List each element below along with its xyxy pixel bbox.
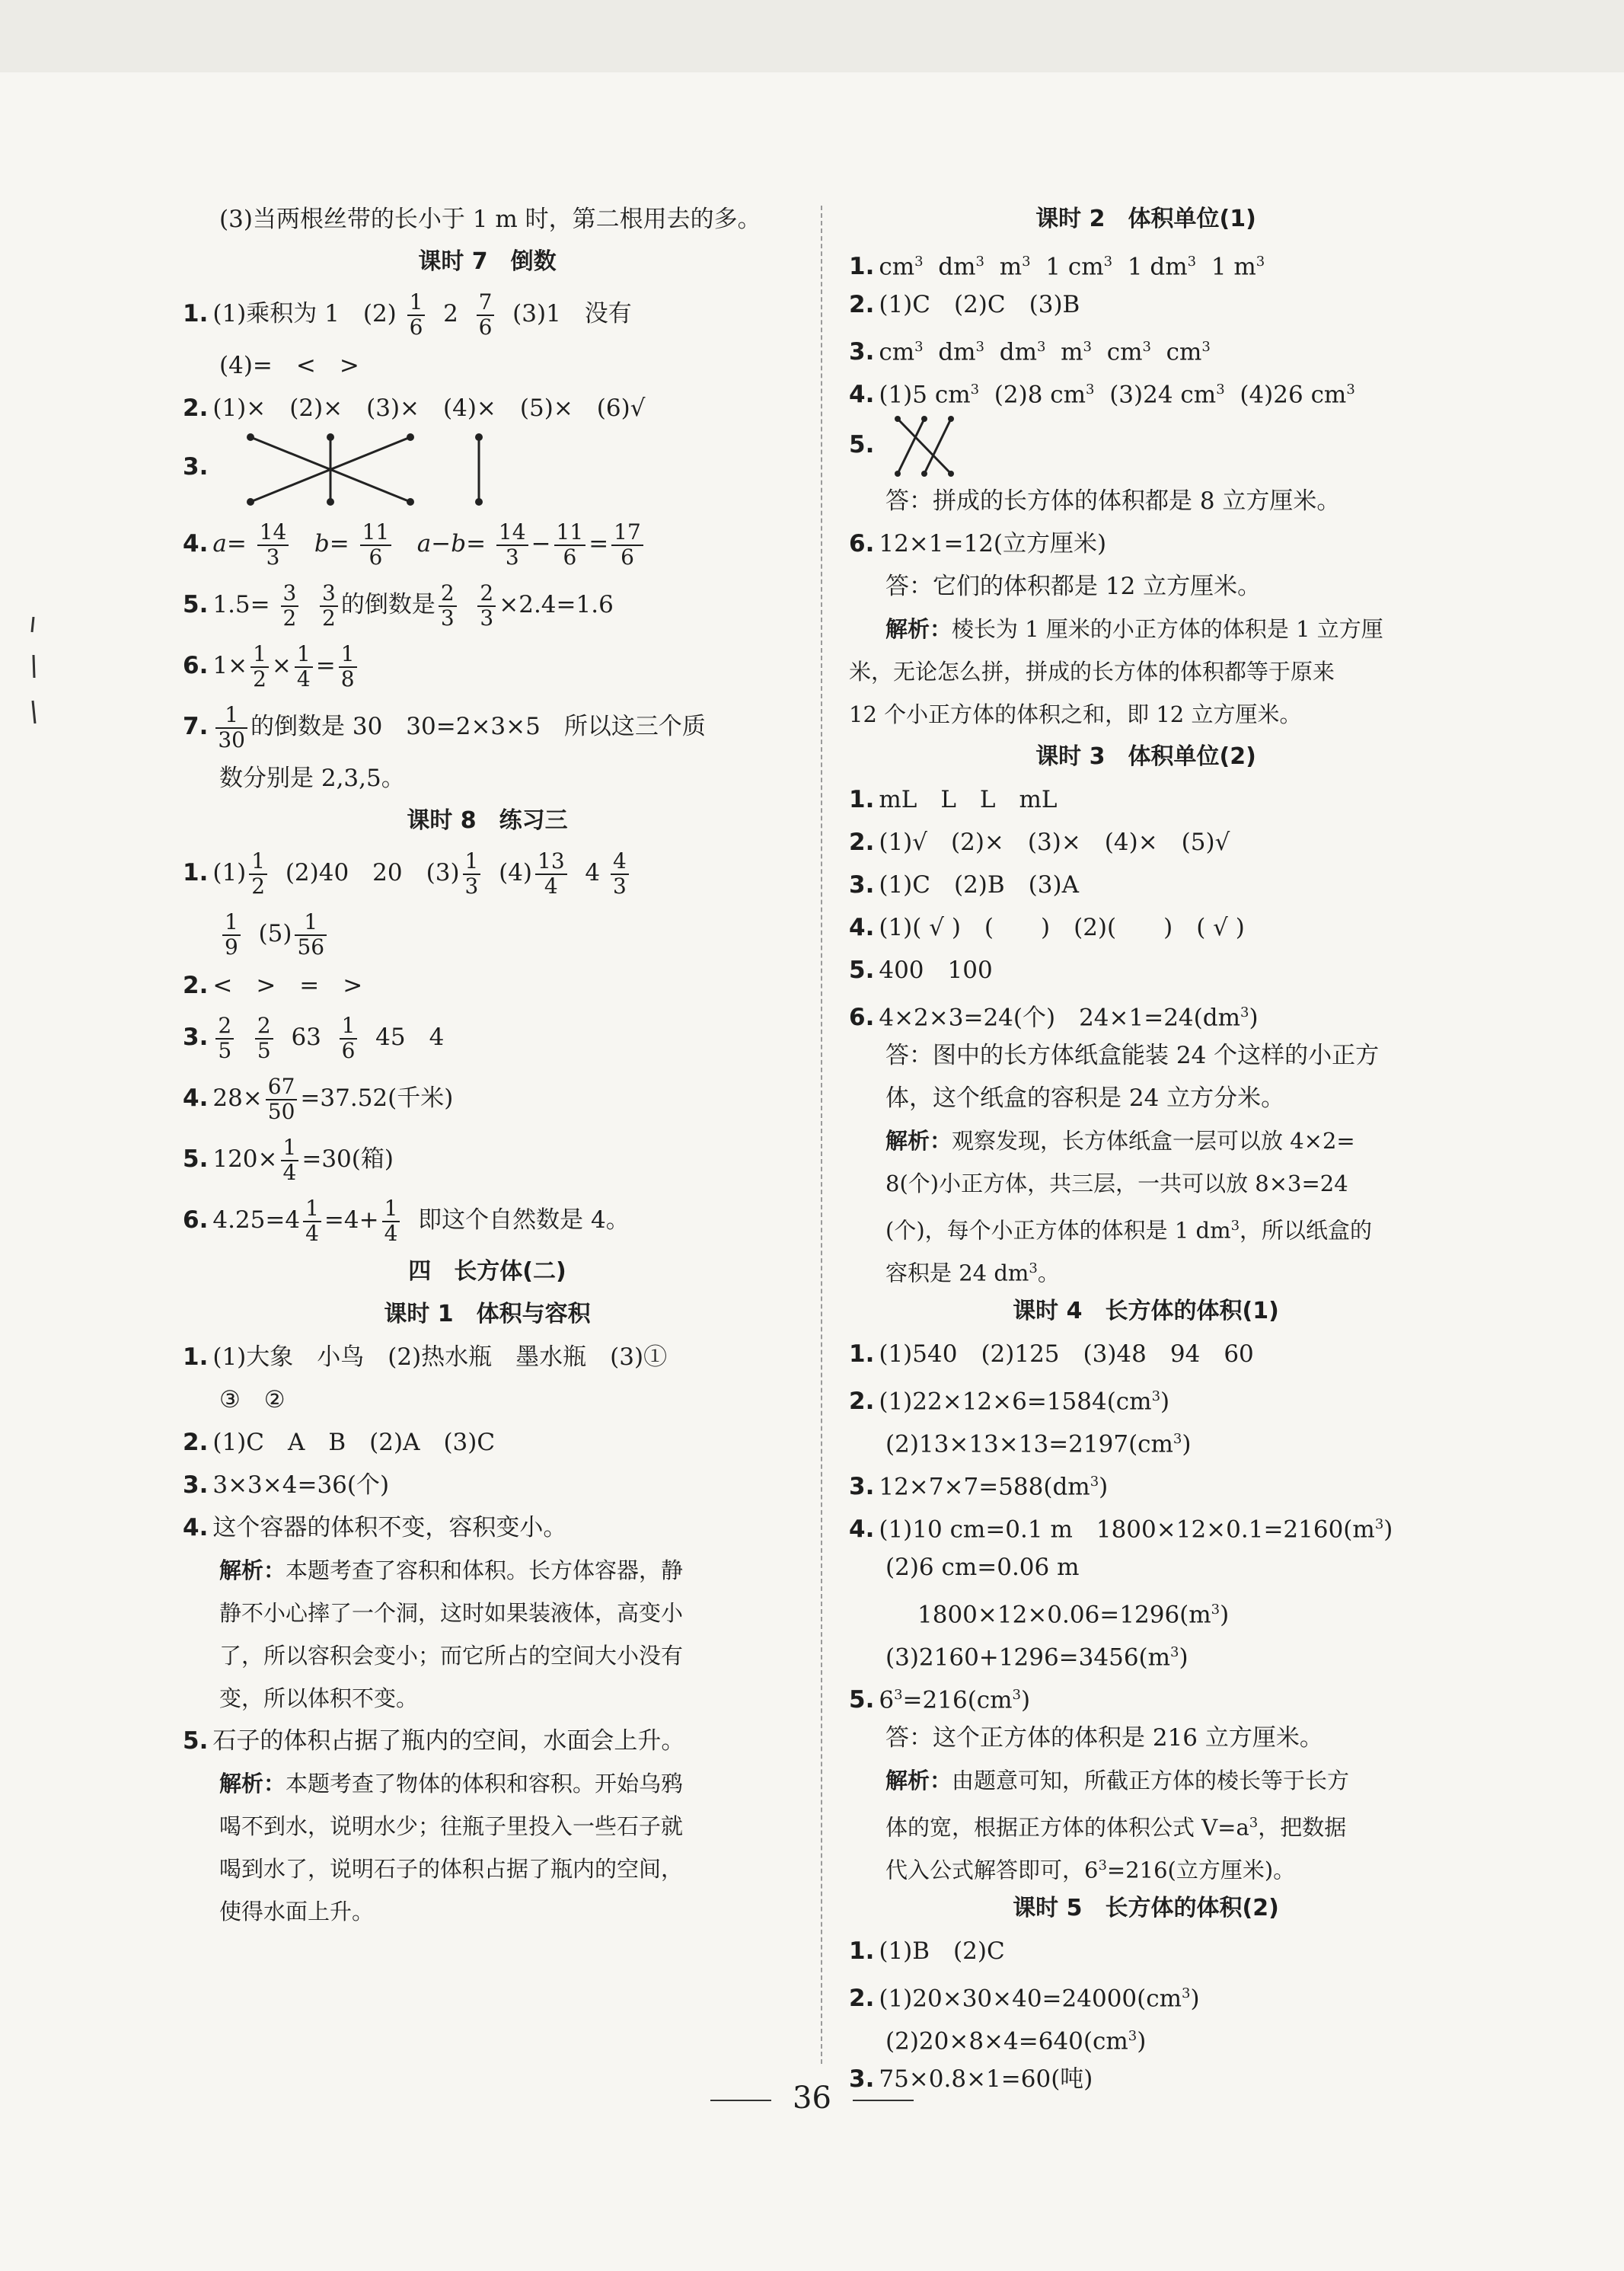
question-number: 5. <box>183 591 209 618</box>
text: 28× <box>212 1084 263 1112</box>
answer-line <box>183 903 792 964</box>
answer-line <box>183 198 792 241</box>
text: < > = > <box>212 972 363 999</box>
question-number: 3. <box>849 1473 875 1501</box>
analysis-line <box>183 1549 792 1592</box>
fraction: $\frac{1}{6}$ <box>340 1014 358 1063</box>
text: 的倒数是 <box>340 591 436 618</box>
text: (1)C (2)C (3)B <box>879 291 1080 318</box>
text: 答：拼成的长方体的体积都是 8 立方厘米。 <box>885 487 1341 515</box>
text: (1)乘积为 1 (2) <box>212 300 397 327</box>
answer-line: 1. $cm^3$ $dm^3$ $m^3$ 1 $cm^3$ 1 $dm^3$ 1 $m^3$ <box>849 253 1265 281</box>
section-heading: 课时 8 练习三 <box>407 807 568 834</box>
answer-line: 4. (1)10 cm=0.1 m $1800\times 12\times 0.1=2160(m^3)$ <box>849 1516 1393 1544</box>
fraction: $\frac{2}{5}$ <box>215 1014 234 1063</box>
text: 静不小心摔了一个洞，这时如果装液体，高变小 <box>219 1600 684 1626</box>
question-number: 3. <box>849 338 875 366</box>
scan-top-margin <box>0 0 1624 72</box>
section-heading: 课时 3 体积单位(2) <box>1035 743 1256 770</box>
fraction: $\frac{1}{2}$ <box>250 643 269 692</box>
text: (2)40 20 (3) <box>285 859 460 886</box>
analysis-line <box>849 1162 1443 1205</box>
analysis-line <box>849 608 1443 650</box>
chapter-heading: 四 长方体(二) <box>408 1258 566 1285</box>
text: 喝到水了，说明石子的体积占据了瓶内的空间， <box>219 1856 684 1882</box>
text: 4.25=4 <box>212 1206 301 1234</box>
answer-line <box>183 696 792 757</box>
text: (3)2160+1296=3456(m <box>885 1643 1171 1672</box>
fraction: $\frac{17}{6}$ <box>611 521 643 570</box>
analysis-line <box>183 1592 792 1634</box>
fraction: $\frac{14}{3}$ <box>496 521 528 570</box>
answer-line <box>183 1336 792 1378</box>
analysis-line: 代入公式解答即可，$6^3=216$(立方厘米)。 <box>885 1857 1296 1883</box>
text: 63 <box>291 1024 321 1051</box>
answer-line <box>183 1068 792 1129</box>
fraction: $\frac{1}{4}$ <box>295 643 313 692</box>
analysis-line <box>183 1677 792 1720</box>
fraction: $\frac{1}{4}$ <box>382 1197 400 1246</box>
analysis-line: (个)，每个小正方体的体积是 1 $dm^3$，所以纸盒的 <box>885 1217 1373 1244</box>
question-number: 4. <box>849 1516 875 1544</box>
fraction: $\frac{2}{3}$ <box>477 582 496 631</box>
analysis-line <box>849 650 1443 693</box>
answer-line <box>183 574 792 635</box>
text: 1800×12×0.06=1296(m <box>917 1601 1211 1629</box>
fraction: $\frac{67}{50}$ <box>266 1075 298 1124</box>
question-number: 4. <box>849 381 875 409</box>
text: 8(个)小正方体，共三层，一共可以放 8×3=24 <box>885 1171 1348 1196</box>
fraction: $\frac{1}{3}$ <box>463 850 481 899</box>
question-number: 1. <box>849 253 875 281</box>
text: 2 <box>443 300 458 327</box>
text: 喝不到水，说明水少；往瓶子里投入一些石子就 <box>219 1813 684 1839</box>
text: (1)× (2)× (3)× (4)× (5)× (6)√ <box>212 394 646 422</box>
text: (1)20×30×40=24000(cm <box>879 1985 1182 2013</box>
text: (个)，每个小正方体的体积是 1 dm <box>885 1217 1231 1244</box>
text: (4)= < > <box>219 352 359 379</box>
answer-line <box>849 1034 1443 1077</box>
answer-line <box>849 906 1443 949</box>
question-number: 6. <box>183 652 209 679</box>
fraction: $\frac{1}{2}$ <box>249 850 267 899</box>
question-number: 1. <box>183 859 209 886</box>
text: (1)√ (2)× (3)× (4)× (5)√ <box>879 829 1230 856</box>
fraction: $\frac{2}{5}$ <box>255 1014 273 1063</box>
question-number: 6. <box>849 1004 875 1032</box>
fraction: $\frac{3}{2}$ <box>281 582 299 631</box>
text: =30(箱) <box>302 1145 394 1173</box>
answer-line <box>183 1378 792 1421</box>
text: 容积是 24 dm <box>885 1260 1029 1286</box>
text: 米，无论怎么拼，拼成的长方体的体积都等于原来 <box>849 659 1335 685</box>
text: 120× <box>212 1145 278 1173</box>
text: 石子的体积占据了瓶内的空间，水面会上升。 <box>212 1727 685 1755</box>
answer-line <box>183 430 792 513</box>
answer-line <box>849 821 1443 864</box>
answer-line: $1800\times 12\times 0.06=1296(m^3)$ <box>917 1601 1230 1629</box>
analysis-label: 解析： <box>219 1771 286 1797</box>
fraction: $\frac{1}{4}$ <box>303 1197 321 1246</box>
text: (1) <box>212 859 247 886</box>
text: 了，所以容积会变小；而它所占的空间大小没有 <box>219 1643 684 1669</box>
text: 本题考查了物体的体积和容积。开始乌鸦 <box>286 1771 684 1797</box>
answer-line: 4. (1)5 $cm^3$ (2)8 $cm^3$ (3)24 $cm^3$ (4)26 $cm^3$ <box>849 381 1355 409</box>
matching-diagram <box>220 430 494 506</box>
answer-line <box>849 1546 1443 1589</box>
text: 答：这个正方体的体积是 216 立方厘米。 <box>885 1724 1323 1752</box>
text: 12×7×7=588(dm <box>879 1473 1090 1501</box>
text: (1)C A B (2)A (3)C <box>212 1429 496 1456</box>
answer-line: 2. $(1)22\times 12\times 6=1584(cm^3)$ <box>849 1388 1170 1416</box>
text: 12 个小正方体的体积之和，即 12 立方厘米。 <box>849 701 1302 727</box>
question-number: 6. <box>183 1206 209 1234</box>
text: 代入公式解答即可，6 <box>885 1857 1099 1883</box>
analysis-label: 解析： <box>885 1768 952 1793</box>
fraction: $\frac{2}{3}$ <box>439 582 457 631</box>
answer-line <box>183 344 792 387</box>
fraction: $\frac{1}{6}$ <box>407 291 426 340</box>
answer-line <box>183 1007 792 1068</box>
fraction: $\frac{1}{30}$ <box>215 704 247 752</box>
analysis-label: 解析： <box>885 1128 952 1154</box>
question-number: 3. <box>183 452 209 481</box>
text: b= <box>314 530 349 557</box>
question-number: 5. <box>849 430 875 458</box>
fraction: $\frac{11}{6}$ <box>554 521 586 570</box>
question-number: 3. <box>183 1024 209 1051</box>
text: (3)1 没有 <box>512 300 632 327</box>
text: ③ ② <box>219 1386 286 1413</box>
question-number: 7. <box>183 713 209 740</box>
section-heading: 课时 2 体积单位(1) <box>1035 206 1256 232</box>
right-column <box>849 198 1443 2100</box>
text: ×2.4=1.6 <box>499 591 614 618</box>
fraction: $\frac{1}{56}$ <box>295 911 327 960</box>
text: 的倒数是 30 30=2×3×5 所以这三个质 <box>250 713 706 740</box>
text: 3×3×4=36(个) <box>212 1471 390 1499</box>
text: (5) <box>258 920 292 947</box>
answer-line <box>849 1930 1443 1972</box>
question-number: 3. <box>183 1471 209 1499</box>
text: 75×0.8×1=60(吨) <box>879 2065 1093 2093</box>
text: 4 <box>585 859 601 886</box>
text: (1)10 cm=0.1 m 1800×12×0.1=2160(m <box>879 1516 1375 1544</box>
text: (2)13×13×13=2197(cm <box>885 1430 1173 1458</box>
text: 这个容器的体积不变，容积变小。 <box>212 1514 567 1541</box>
question-number: 2. <box>183 1429 209 1456</box>
text: a= <box>212 530 247 557</box>
text: 45 4 <box>375 1024 445 1051</box>
fraction: $\frac{1}{8}$ <box>339 643 357 692</box>
text: 即这个自然数是 4。 <box>418 1206 630 1234</box>
text: 观察发现，长方体纸盒一层可以放 4×2= <box>952 1128 1355 1154</box>
text: (1)C (2)B (3)A <box>879 871 1079 899</box>
analysis-line <box>849 1759 1443 1802</box>
answer-line <box>849 565 1443 608</box>
answer-line: $(2)20\times 8\times 4=640(cm^3)$ <box>885 2027 1147 2055</box>
text: 变，所以体积不变。 <box>219 1685 419 1711</box>
text: =37.52(千米) <box>300 1084 454 1112</box>
answer-line <box>183 842 792 903</box>
question-number: 1. <box>849 1340 875 1368</box>
question-number: 1. <box>183 300 209 327</box>
question-number: 5. <box>183 1727 209 1755</box>
text: 6 <box>879 1686 895 1714</box>
text: 1× <box>212 652 248 679</box>
analysis-label: 解析： <box>219 1557 286 1583</box>
answer-line <box>849 1077 1443 1120</box>
question-number: 4. <box>849 914 875 941</box>
text: 1.5= <box>212 591 270 618</box>
answer-line <box>849 949 1443 992</box>
text: (4) <box>499 859 533 886</box>
question-number: 2. <box>849 1388 875 1416</box>
answer-line <box>183 1464 792 1506</box>
answer-line <box>183 757 792 800</box>
fraction: $\frac{3}{2}$ <box>320 582 338 631</box>
section-heading: 课时 5 长方体的体积(2) <box>1013 1895 1279 1921</box>
answer-line: 5. $6^3=216(cm^3)$ <box>849 1686 1031 1714</box>
question-number: 1. <box>849 1937 875 1965</box>
text: (1)大象 小鸟 (2)热水瓶 墨水瓶 (3)① <box>212 1343 668 1371</box>
section-heading: 课时 7 倒数 <box>418 248 557 275</box>
text: (2)6 cm=0.06 m <box>885 1554 1080 1581</box>
question-number: 2. <box>849 829 875 856</box>
answer-line: 6. 4×2×3=24(个) $24\times 1=24(dm^3)$ <box>849 1004 1259 1032</box>
question-number: 6. <box>849 530 875 557</box>
text: =4+ <box>324 1206 379 1234</box>
text: 数分别是 2,3,5。 <box>219 765 405 792</box>
question-number: 1. <box>849 786 875 813</box>
question-number: 1. <box>183 1343 209 1371</box>
analysis-line <box>183 1634 792 1677</box>
answer-line <box>849 411 1443 480</box>
text: 答：它们的体积都是 12 立方厘米。 <box>885 573 1262 600</box>
question-number: 2. <box>183 394 209 422</box>
answer-line: 3. $cm^3$ $dm^3$ $dm^3$ $m^3$ $cm^3$ $cm^3$ <box>849 338 1211 366</box>
text: 400 100 <box>879 957 993 984</box>
analysis-line <box>183 1890 792 1933</box>
answer-line: 2. $(1)20\times 30\times 40=24000(cm^3)$ <box>849 1985 1200 2013</box>
answer-line <box>849 1717 1443 1759</box>
page-number-dash <box>710 2100 771 2101</box>
text: 本题考查了容积和体积。长方体容器，静 <box>286 1557 684 1583</box>
fraction: $\frac{11}{6}$ <box>360 521 392 570</box>
text: 使得水面上升。 <box>219 1899 375 1924</box>
answer-line <box>849 864 1443 906</box>
question-number: 5. <box>849 1686 875 1714</box>
analysis-line <box>849 1120 1443 1162</box>
answer-line <box>849 480 1443 522</box>
page-number-text: 36 <box>793 2081 831 2116</box>
analysis-line: 体的宽，根据正方体的体积公式 $V=a^3$，把数据 <box>885 1814 1347 1841</box>
fraction: $\frac{13}{4}$ <box>535 850 567 899</box>
matching-diagram <box>886 411 978 480</box>
left-column <box>183 198 792 1933</box>
answer-line <box>183 1720 792 1762</box>
answer-line: 3. $12\times 7\times 7=588(dm^3)$ <box>849 1473 1109 1501</box>
analysis-line <box>183 1762 792 1805</box>
fraction: $\frac{14}{3}$ <box>257 521 289 570</box>
page-number-dash <box>853 2100 914 2101</box>
text: (3)当两根丝带的长小于 1 m 时，第二根用去的多。 <box>219 206 761 233</box>
answer-line <box>849 522 1443 565</box>
text: = <box>315 652 336 679</box>
analysis-line <box>183 1848 792 1890</box>
question-number: 5. <box>849 957 875 984</box>
scan-artifact <box>30 617 37 723</box>
text: 体的宽，根据正方体的体积公式 V=a <box>885 1814 1249 1841</box>
question-number: 4. <box>183 530 209 557</box>
answer-line <box>183 964 792 1007</box>
answer-line <box>183 387 792 430</box>
fraction: $\frac{1}{9}$ <box>222 911 241 960</box>
answer-line: $(3)2160+1296=3456(m^3)$ <box>885 1643 1188 1672</box>
text: a−b= <box>416 530 487 557</box>
question-number: 2. <box>849 291 875 318</box>
answer-line <box>183 1129 792 1190</box>
section-heading: 课时 1 体积与容积 <box>384 1301 591 1327</box>
question-number: 2. <box>183 972 209 999</box>
question-number: 3. <box>849 871 875 899</box>
page-number <box>0 2081 1624 2116</box>
text: 棱长为 1 厘米的小正方体的体积是 1 立方厘 <box>952 616 1383 642</box>
fraction: $\frac{1}{4}$ <box>281 1136 299 1185</box>
answer-line <box>183 283 792 344</box>
question-number: 4. <box>183 1514 209 1541</box>
answer-line: 6. 1× $\frac{1}{2}$ × $\frac{1}{4}$ = $\frac{1}{8}$ <box>183 635 792 696</box>
text: (1)22×12×6=1584(cm <box>879 1388 1152 1416</box>
question-number: 3. <box>849 2065 875 2093</box>
text: 体，这个纸盒的容积是 24 立方分米。 <box>885 1084 1285 1112</box>
analysis-line <box>183 1805 792 1848</box>
text: 4×2×3=24(个) 24×1=24(dm <box>879 1004 1240 1032</box>
answer-line <box>849 283 1443 326</box>
question-number: 4. <box>183 1084 209 1112</box>
text: (1)540 (2)125 (3)48 94 60 <box>879 1340 1254 1368</box>
fraction: $\frac{4}{3}$ <box>611 850 629 899</box>
text: (2)20×8×4=640(cm <box>885 2027 1128 2055</box>
answer-line <box>183 1506 792 1549</box>
section-heading: 课时 4 长方体的体积(1) <box>1013 1298 1279 1324</box>
analysis-line: 容积是 24 $dm^3$。 <box>885 1260 1060 1286</box>
answer-line <box>183 1190 792 1250</box>
answer-line: $(2)13\times 13\times 13=2197(cm^3)$ <box>885 1430 1192 1458</box>
answer-line <box>849 778 1443 821</box>
question-number: 5. <box>183 1145 209 1173</box>
analysis-label: 解析： <box>885 616 952 642</box>
analysis-line <box>849 693 1443 736</box>
answer-line <box>183 1421 792 1464</box>
text: 答：图中的长方体纸盒能装 24 个这样的小正方 <box>885 1042 1380 1069</box>
question-number: 2. <box>849 1985 875 2013</box>
text: (1)( √ ) ( ) (2)( ) ( √ ) <box>879 914 1245 941</box>
answer-line: 4. a= $\frac{14}{3}$ b= $\frac{11}{6}$ a−b= $\frac{14}{3}$ − $\frac{11}{6}$ = $\frac{17}{6}$ <box>183 513 792 574</box>
column-divider <box>821 206 822 2064</box>
text: mL L L mL <box>879 786 1058 813</box>
fraction: $\frac{7}{6}$ <box>477 291 495 340</box>
answer-line <box>849 1333 1443 1375</box>
text: (1)B (2)C <box>879 1937 1005 1965</box>
text: 12×1=12(立方厘米) <box>879 530 1107 557</box>
text: 由题意可知，所截正方体的棱长等于长方 <box>952 1768 1350 1793</box>
